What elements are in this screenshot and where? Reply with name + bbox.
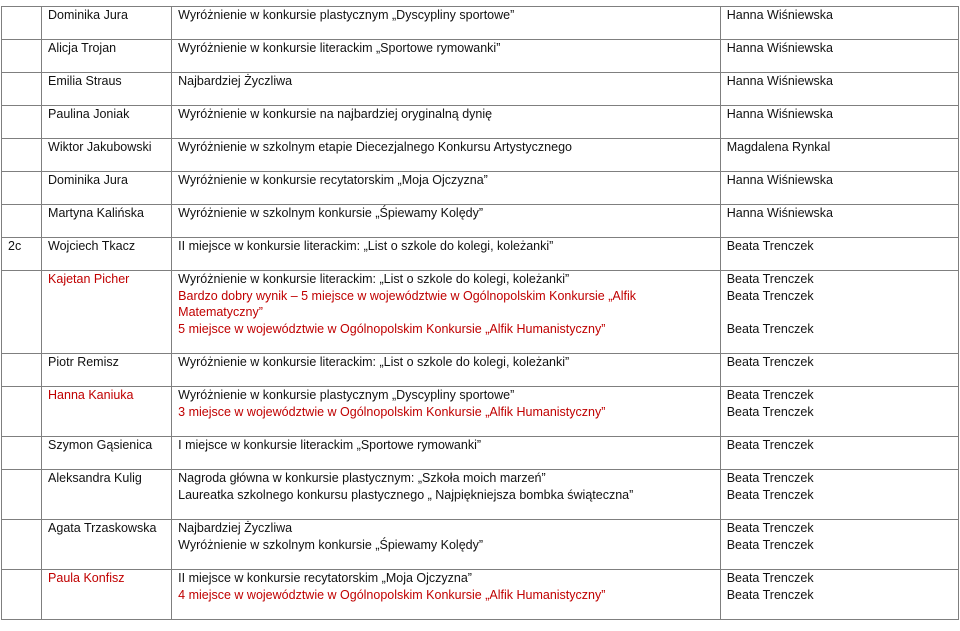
table-row — [2, 40, 959, 73]
student-name-cell: Emilia Straus — [42, 73, 172, 106]
award-cell — [172, 354, 721, 387]
student-name-cell: Alicja Trojan — [42, 40, 172, 73]
teacher-cell — [720, 354, 958, 387]
teacher-name: Beata Trenczek — [726, 404, 814, 419]
student-name-cell: Martyna Kalińska — [42, 205, 172, 238]
teacher-cell — [720, 271, 958, 354]
award-text: Laureatka szkolnego konkursu plastycznego „ Najpiękniejsza bombka świąteczna” — [178, 487, 634, 502]
teacher-cell — [720, 437, 958, 470]
table-row — [2, 520, 959, 570]
table-row — [2, 387, 959, 437]
student-name-cell: Paula Konfisz — [42, 570, 172, 620]
class-cell: 2c — [2, 238, 42, 271]
award-text: Wyróżnienie w szkolnym etapie Diecezjalnego Konkursu Artystycznego — [178, 140, 572, 154]
class-cell — [2, 172, 42, 205]
award-cell — [172, 238, 721, 271]
award-text: Wyróżnienie w konkursie literackim: „List o szkole do kolegi, koleżanki” — [178, 272, 570, 286]
teacher-name: Hanna Wiśniewska — [726, 206, 834, 220]
teacher-name: Beata Trenczek — [726, 321, 814, 336]
table-row — [2, 172, 959, 205]
teacher-name: Beata Trenczek — [726, 239, 814, 253]
award-text: II miejsce w konkursie recytatorskim „Moja Ojczyzna” — [178, 571, 472, 585]
teacher-cell — [720, 139, 958, 172]
award-text: I miejsce w konkursie literackim „Sportowe rymowanki” — [178, 438, 482, 452]
class-cell — [2, 387, 42, 437]
table-row — [2, 73, 959, 106]
teacher-name: Beata Trenczek — [726, 272, 814, 286]
student-name-cell: Paulina Joniak — [42, 106, 172, 139]
class-cell — [2, 470, 42, 520]
teacher-name: Beata Trenczek — [726, 487, 814, 502]
table-row — [2, 354, 959, 387]
class-cell — [2, 73, 42, 106]
award-text: Wyróżnienie w szkolnym konkursie „Śpiewamy Kolędy” — [178, 537, 484, 552]
student-name-cell: Wojciech Tkacz — [42, 238, 172, 271]
teacher-name: Hanna Wiśniewska — [726, 41, 834, 55]
award-cell — [172, 570, 721, 620]
award-text: Wyróżnienie w konkursie recytatorskim „Moja Ojczyzna” — [178, 173, 488, 187]
student-name-cell: Dominika Jura — [42, 7, 172, 40]
teacher-name: Beata Trenczek — [726, 355, 814, 369]
award-cell — [172, 40, 721, 73]
award-cell — [172, 520, 721, 570]
award-text: Bardzo dobry wynik – 5 miejsce w województwie w Ogólnopolskim Konkursie „Alfik Matematyczny” — [178, 288, 636, 319]
award-text: Wyróżnienie w szkolnym konkursie „Śpiewamy Kolędy” — [178, 206, 484, 220]
student-name-cell: Piotr Remisz — [42, 354, 172, 387]
table-row — [2, 106, 959, 139]
teacher-name: Beata Trenczek — [726, 587, 814, 602]
class-cell — [2, 437, 42, 470]
class-cell — [2, 570, 42, 620]
award-text: Wyróżnienie w konkursie plastycznym „Dyscypliny sportowe” — [178, 388, 515, 402]
class-cell — [2, 7, 42, 40]
teacher-name: Hanna Wiśniewska — [726, 107, 834, 121]
teacher-name: Beata Trenczek — [726, 288, 814, 303]
teacher-cell — [720, 205, 958, 238]
teacher-cell — [720, 40, 958, 73]
class-cell — [2, 106, 42, 139]
student-name-cell: Wiktor Jakubowski — [42, 139, 172, 172]
award-cell — [172, 106, 721, 139]
award-cell — [172, 7, 721, 40]
teacher-name: Hanna Wiśniewska — [726, 173, 834, 187]
table-row — [2, 139, 959, 172]
class-cell — [2, 139, 42, 172]
awards-table — [1, 6, 959, 620]
teacher-name — [727, 304, 955, 321]
class-cell — [2, 271, 42, 354]
award-text: Wyróżnienie w konkursie na najbardziej oryginalną dynię — [178, 107, 493, 121]
awards-table-body — [2, 7, 959, 620]
teacher-name: Beata Trenczek — [726, 438, 814, 452]
student-name-cell: Aleksandra Kulig — [42, 470, 172, 520]
student-name-cell: Szymon Gąsienica — [42, 437, 172, 470]
award-cell — [172, 271, 721, 354]
award-text: 4 miejsce w województwie w Ogólnopolskim Konkursie „Alfik Humanistyczny” — [178, 587, 606, 602]
table-row — [2, 437, 959, 470]
award-text: Najbardziej Życzliwa — [178, 521, 293, 535]
teacher-name: Beata Trenczek — [726, 521, 814, 535]
table-row — [2, 205, 959, 238]
teacher-name: Hanna Wiśniewska — [726, 8, 834, 22]
teacher-cell — [720, 470, 958, 520]
teacher-name: Beata Trenczek — [726, 537, 814, 552]
table-row — [2, 470, 959, 520]
award-cell — [172, 172, 721, 205]
award-cell — [172, 387, 721, 437]
teacher-cell — [720, 172, 958, 205]
student-name-cell: Hanna Kaniuka — [42, 387, 172, 437]
table-row — [2, 271, 959, 354]
award-cell — [172, 470, 721, 520]
class-cell — [2, 40, 42, 73]
table-row — [2, 7, 959, 40]
award-cell — [172, 205, 721, 238]
teacher-name: Beata Trenczek — [726, 471, 814, 485]
award-text: Wyróżnienie w konkursie literackim „Sportowe rymowanki” — [178, 41, 501, 55]
class-cell — [2, 354, 42, 387]
award-text: Najbardziej Życzliwa — [178, 74, 293, 88]
table-row — [2, 238, 959, 271]
teacher-cell — [720, 106, 958, 139]
award-text: Wyróżnienie w konkursie literackim: „List o szkole do kolegi, koleżanki” — [178, 355, 570, 369]
teacher-name: Beata Trenczek — [726, 571, 814, 585]
table-row — [2, 570, 959, 620]
award-text: II miejsce w konkursie literackim: „List o szkole do kolegi, koleżanki” — [178, 239, 554, 253]
class-cell — [2, 520, 42, 570]
award-cell — [172, 437, 721, 470]
teacher-name: Hanna Wiśniewska — [726, 74, 834, 88]
award-cell — [172, 73, 721, 106]
award-text: Wyróżnienie w konkursie plastycznym „Dyscypliny sportowe” — [178, 8, 515, 22]
student-name-cell: Agata Trzaskowska — [42, 520, 172, 570]
teacher-cell — [720, 73, 958, 106]
award-text: 3 miejsce w województwie w Ogólnopolskim Konkursie „Alfik Humanistyczny” — [178, 404, 606, 419]
award-text: 5 miejsce w województwie w Ogólnopolskim Konkursie „Alfik Humanistyczny” — [178, 321, 606, 336]
class-cell — [2, 205, 42, 238]
teacher-cell — [720, 7, 958, 40]
award-cell — [172, 139, 721, 172]
teacher-cell — [720, 570, 958, 620]
teacher-name: Magdalena Rynkal — [726, 140, 831, 154]
teacher-name: Beata Trenczek — [726, 388, 814, 402]
teacher-cell — [720, 520, 958, 570]
student-name-cell: Dominika Jura — [42, 172, 172, 205]
student-name-cell: Kajetan Picher — [42, 271, 172, 354]
teacher-cell — [720, 387, 958, 437]
teacher-cell — [720, 238, 958, 271]
award-text: Nagroda główna w konkursie plastycznym: „Szkoła moich marzeń” — [178, 471, 546, 485]
